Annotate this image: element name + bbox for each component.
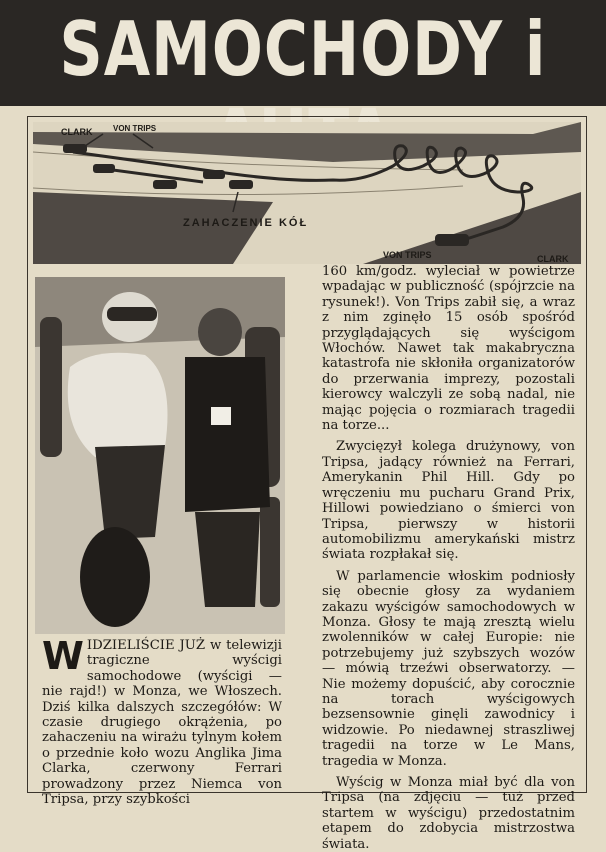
label-clark-bottom: CLARK — [537, 254, 569, 264]
article-body-right — [322, 264, 575, 852]
article-paragraph: Wyścig w Monza miał być dla von Tripsa (na zdjęciu — tuż przed startem w wyścigu) przedostatnim etapem do zdobycia mistrzostwa świata. — [322, 775, 575, 852]
article-lead-text: IDZIELIŚCIE JUŻ w telewizji tragiczne wyścigi samochodowe (wyścigi — nie rajd!) w Monza, we Włoszech. Dziś kilka dalszych szczegółów: W czasie drugiego okrążenia, po zahaczeniu na wirażu tylnym kołem o przednie koło wozu Anglika Jima Clarka, czerwony Ferrari prowadzony przez Niemca von Tripsa, przy szybkości — [42, 638, 282, 808]
masthead-title: SAMOCHODY i — [59, 6, 547, 94]
article-lead — [42, 634, 282, 808]
label-clark-top: CLARK — [61, 127, 93, 137]
masthead — [0, 0, 606, 106]
label-collision: ZAHACZENIE KÓŁ — [183, 217, 309, 229]
article-body-left — [42, 634, 282, 808]
article-paragraph: 160 km/godz. wyleciał w powietrze wpadając w publiczność (spójrzcie na rysunek!). Von Trips zabił się, a wraz z nim zginęło 15 osób spośród przyglądających się wyścigom Włochów. Nawet tak makabryczna katastrofa nie skłoniła organizatorów do przerwania imprezy, pozostali kierowcy walczyli ze sobą nadal, nie mając pojęcia o rozmiarach tragedii na torze... — [322, 264, 575, 434]
article-paragraph: Zwycięzył kolega drużynowy, von Tripsa, jadący również na Ferrari, Amerykanin Phil Hill. Gdy po wręczeniu mu pucharu Grand Prix, Hillowi powiedziano o śmierci von Tripsa, pierwszy w historii automobilizmu amerykański mistrz świata rozpłakał się. — [322, 439, 575, 563]
article-paragraph: W parlamencie włoskim podniosły się obecnie głosy za wydaniem zakazu wyścigów samochodowych w Monza. Głosy te mają zresztą wielu zwolenników w całej Europie: nie potrzebujemy już szybszych wozów — mówią trzeźwi obserwatorzy. — Nie możemy dopuścić, aby corocznie na torach wyścigowych bezsensownie ginęli zawodnicy i widzowie. Po niedawnej straszliwej tragedii na torze w Le Mans, tragedia w Monza. — [322, 568, 575, 769]
photo-von-trips — [35, 277, 285, 634]
label-von-trips-bottom: VON TRIPS — [383, 250, 432, 260]
drop-cap: W — [42, 634, 84, 678]
label-von-trips-top: VON TRIPS — [113, 124, 157, 133]
crash-diagram — [33, 122, 581, 264]
